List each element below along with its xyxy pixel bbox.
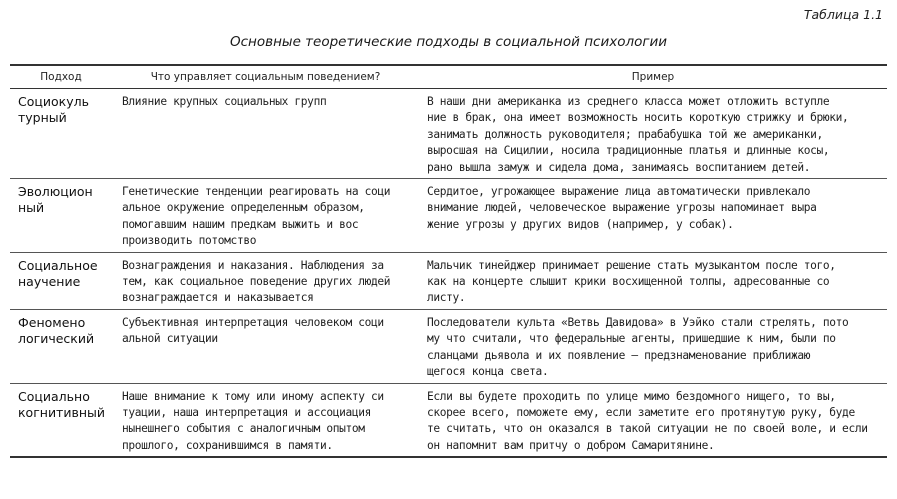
cell-approach-line: Социально bbox=[18, 388, 90, 404]
cell-example-line: те считать, что он оказался в такой ситуации не по своей воле, и если bbox=[427, 422, 868, 436]
cell-driver-line: Наше внимание к тому или иному аспекту си bbox=[122, 389, 384, 403]
header-approach: Подход bbox=[10, 65, 112, 89]
table-row bbox=[10, 383, 887, 457]
cell-approach bbox=[10, 383, 112, 457]
cell-example bbox=[419, 179, 887, 253]
cell-example-line: му что считали, что федеральные агенты, пришедшие к ним, были по bbox=[427, 332, 836, 346]
table-row bbox=[10, 89, 887, 179]
cell-approach bbox=[10, 252, 112, 309]
cell-example-line: жение угрозы у других видов (например, у собак). bbox=[427, 217, 734, 231]
cell-driver-line: альной ситуации bbox=[122, 332, 218, 346]
cell-driver-line: вознаграждается и наказывается bbox=[122, 291, 314, 305]
cell-driver-line: Влияние крупных социальных групп bbox=[122, 95, 327, 108]
cell-approach bbox=[10, 179, 112, 253]
cell-approach-line: когнитивный bbox=[18, 404, 105, 420]
cell-approach bbox=[10, 309, 112, 383]
cell-driver-line: производить потомство bbox=[122, 234, 257, 248]
approaches-table bbox=[10, 64, 887, 458]
cell-example-line: сланцами дьявола и их появление — предзнаменование приближаю bbox=[427, 348, 811, 362]
cell-driver bbox=[112, 252, 419, 309]
cell-approach-line: Эволюцион bbox=[18, 184, 93, 200]
cell-example bbox=[419, 309, 887, 383]
cell-driver bbox=[112, 89, 419, 179]
cell-driver-line: прошлого, сохранившимся в памяти. bbox=[122, 438, 333, 452]
header-example: Пример bbox=[419, 65, 887, 89]
header-driver: Что управляет социальным поведением? bbox=[112, 65, 419, 89]
cell-example-line: как на концерте слышит крики восхищенной толпы, адресованные со bbox=[427, 275, 830, 289]
cell-example-line: рано вышла замуж и сидела дома, занимаясь воспитанием детей. bbox=[427, 160, 811, 174]
table-title: Основные теоретические подходы в социальной психологии bbox=[230, 34, 667, 50]
cell-example bbox=[419, 89, 887, 179]
cell-example-line: внимание людей, человеческое выражение угрозы напоминает выра bbox=[427, 201, 817, 215]
cell-driver bbox=[112, 309, 419, 383]
cell-approach-line: ный bbox=[18, 200, 45, 216]
cell-approach-line: научение bbox=[18, 273, 81, 289]
cell-approach-line: Феномено bbox=[18, 314, 86, 330]
cell-driver-line: Субъективная интерпретация человеком соци bbox=[122, 315, 384, 329]
cell-approach-line: Социальное bbox=[18, 257, 98, 273]
cell-example-line: листу. bbox=[427, 291, 466, 305]
cell-example-line: Последователи культа «Ветвь Давидова» в Уэйко стали стрелять, пото bbox=[427, 315, 849, 329]
cell-driver-line: туации, наша интерпретация и ассоциация bbox=[122, 405, 372, 419]
table-row bbox=[10, 309, 887, 383]
cell-approach-line: Социокуль bbox=[18, 94, 89, 109]
cell-example-line: ние в брак, она имеет возможность носить короткую стрижку и брюки, bbox=[427, 111, 849, 125]
cell-driver bbox=[112, 383, 419, 457]
cell-driver-line: альное окружение определенным образом, bbox=[122, 201, 365, 215]
cell-example-line: Если вы будете проходить по улице мимо бездомного нищего, то вы, bbox=[427, 389, 836, 403]
cell-approach-line: логический bbox=[18, 330, 95, 346]
table-row bbox=[10, 179, 887, 253]
cell-example-line: он напомнит вам притчу о добром Самаритянине. bbox=[427, 438, 715, 452]
table-header-row bbox=[10, 65, 887, 89]
cell-example-line: Мальчик тинейджер принимает решение стать музыкантом после того, bbox=[427, 258, 836, 272]
cell-driver-line: Генетические тенденции реагировать на соци bbox=[122, 185, 391, 199]
cell-example-line: Сердитое, угрожающее выражение лица автоматически привлекало bbox=[427, 185, 811, 199]
cell-approach-line: турный bbox=[18, 110, 67, 125]
cell-approach bbox=[10, 89, 112, 179]
cell-example-line: занимать должность руководителя; прабабушка той же американки, bbox=[427, 127, 823, 141]
cell-driver-line: Вознаграждения и наказания. Наблюдения за bbox=[122, 258, 384, 272]
cell-driver bbox=[112, 179, 419, 253]
cell-example-line: скорее всего, поможете ему, если заметите его протянутую руку, буде bbox=[427, 405, 855, 419]
cell-driver-line: нынешнего события с аналогичным опытом bbox=[122, 422, 365, 436]
table-row bbox=[10, 252, 887, 309]
cell-example-line: В наши дни американка из среднего класса может отложить вступле bbox=[427, 95, 830, 108]
cell-driver-line: тем, как социальное поведение других людей bbox=[122, 275, 391, 289]
cell-example-line: щегося конца света. bbox=[427, 365, 549, 379]
cell-example-line: выросшая на Сицилии, носила традиционные платья и длинные косы, bbox=[427, 144, 830, 158]
cell-driver-line: помогавшим нашим предкам выжить и вос bbox=[122, 217, 359, 231]
cell-example bbox=[419, 383, 887, 457]
table-number-label: Таблица 1.1 bbox=[803, 7, 883, 22]
cell-example bbox=[419, 252, 887, 309]
